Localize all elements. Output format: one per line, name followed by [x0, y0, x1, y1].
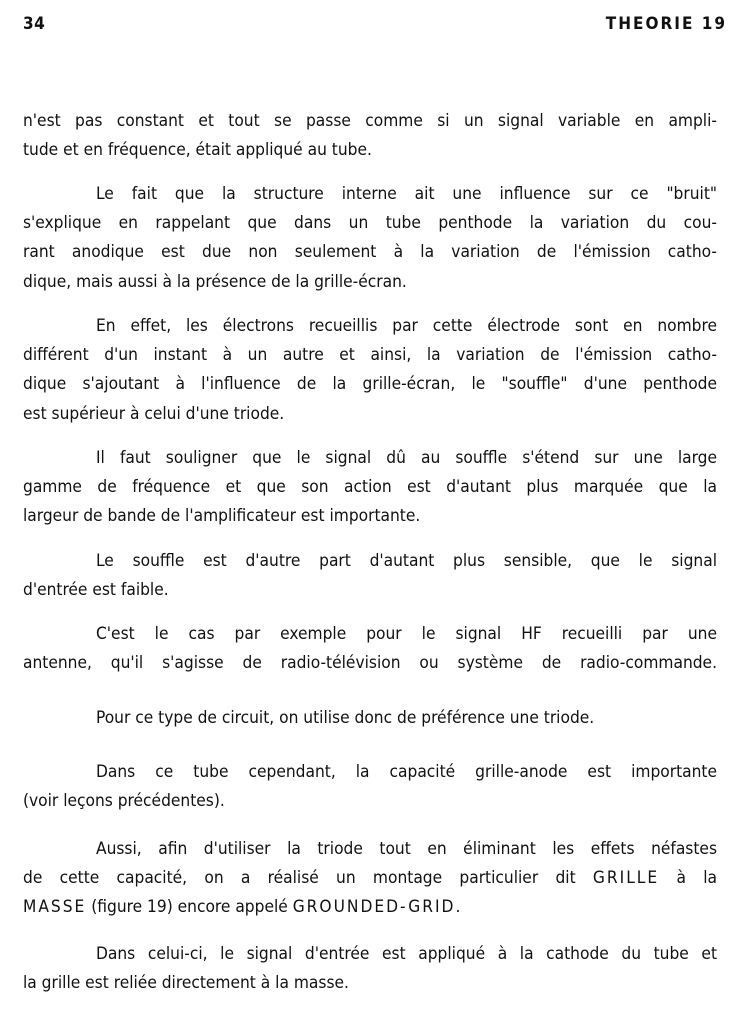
- paragraph-3: [23, 312, 717, 429]
- text-run: à la: [659, 868, 717, 889]
- text-line: [23, 893, 717, 922]
- paragraph-6: [23, 620, 717, 678]
- text-line: rant anodique est due non seulement à la variation de l'émission catho-: [23, 242, 717, 263]
- text-line: antenne, qu'il s'agisse de radio-télévision ou système de radio-commande.: [23, 653, 717, 674]
- emphasized-term: MASSE: [23, 897, 87, 918]
- text-line: est supérieur à celui d'une triode.: [23, 403, 285, 424]
- section-title: THEORIE 19: [605, 14, 727, 34]
- text-line: n'est pas constant et tout se passe comme si un signal variable en ampli-: [23, 111, 717, 131]
- text-line: Le souffle est d'autre part d'autant plus sensible, que le signal: [96, 551, 717, 571]
- text-line: Pour ce type de circuit, on utilise donc de préférence une triode.: [96, 708, 595, 728]
- emphasized-term: GROUNDED-GRID: [292, 897, 456, 918]
- text-line: [23, 864, 717, 893]
- paragraph-4: [23, 444, 717, 532]
- paragraph-1: [23, 107, 717, 165]
- text-line: Dans ce tube cependant, la capacité grille-anode est importante: [96, 762, 717, 782]
- text-line: d'entrée est faible.: [23, 580, 169, 601]
- paragraph-10: [23, 940, 717, 998]
- text-run: de cette capacité, on a réalisé un montage particulier dit: [23, 868, 593, 889]
- text-line: (voir leçons précédentes).: [23, 791, 225, 812]
- emphasized-term: GRILLE: [592, 868, 660, 889]
- paragraph-8: [23, 758, 717, 816]
- paragraph-7: [23, 704, 717, 733]
- text-line: largeur de bande de l'amplificateur est importante.: [23, 506, 421, 527]
- paragraph-9: [23, 835, 717, 923]
- text-line: En effet, les électrons recueillis par cette électrode sont en nombre: [96, 316, 717, 336]
- paragraph-5: [23, 547, 717, 605]
- text-line: la grille est reliée directement à la masse.: [23, 973, 349, 994]
- page-number: 34: [23, 14, 46, 34]
- text-run: (figure 19) encore appelé: [86, 897, 293, 918]
- text-line: Aussi, afin d'utiliser la triode tout en éliminant les effets néfastes: [96, 839, 717, 859]
- text-line: Il faut souligner que le signal dû au souffle s'étend sur une large: [96, 448, 717, 468]
- text-line: tude et en fréquence, était appliqué au tube.: [23, 140, 372, 161]
- text-line: C'est le cas par exemple pour le signal HF recueilli par une: [96, 624, 717, 644]
- text-line: Le fait que la structure interne ait une influence sur ce "bruit": [96, 184, 717, 204]
- text-line: s'explique en rappelant que dans un tube penthode la variation du cou-: [23, 213, 717, 234]
- text-line: dique, mais aussi à la présence de la grille-écran.: [23, 271, 407, 292]
- text-line: dique s'ajoutant à l'influence de la grille-écran, le "souffle" d'une penthode: [23, 374, 717, 395]
- text-line: gamme de fréquence et que son action est d'autant plus marquée que la: [23, 477, 717, 498]
- paragraph-2: [23, 180, 717, 297]
- text-run: .: [455, 897, 461, 918]
- text-line: différent d'un instant à un autre et ainsi, la variation de l'émission catho-: [23, 345, 717, 366]
- text-line: Dans celui-ci, le signal d'entrée est appliqué à la cathode du tube et: [96, 944, 717, 964]
